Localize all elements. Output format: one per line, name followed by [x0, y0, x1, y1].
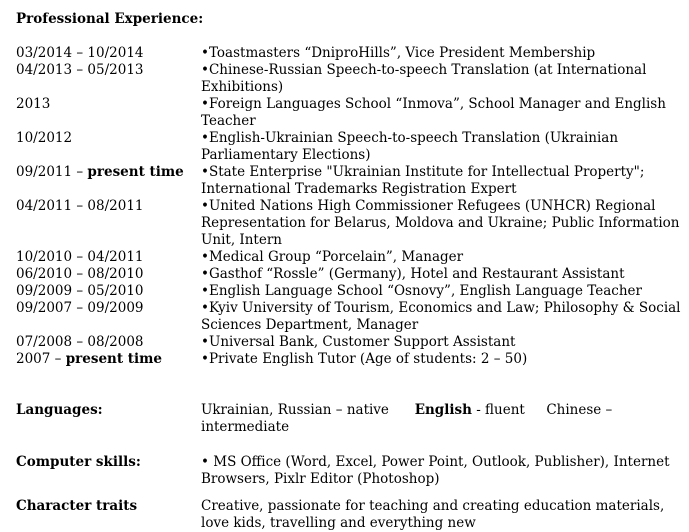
- spacer: [16, 488, 681, 498]
- spacer: [16, 28, 681, 45]
- entry-date: 06/2010 – 08/2010: [16, 266, 144, 282]
- languages-label: Languages:: [16, 402, 103, 418]
- experience-entry: [16, 334, 681, 351]
- entry-description: •Toastmasters “DniproHills”, Vice President Membership: [201, 45, 596, 61]
- chinese-language: Chinese – intermediate: [201, 402, 613, 435]
- english-language: English: [414, 402, 472, 418]
- experience-entry: [16, 266, 681, 283]
- experience-entry: [16, 351, 681, 368]
- experience-entry: [16, 300, 681, 334]
- entry-date: 10/2012: [16, 130, 73, 146]
- computer-skills-value: • MS Office (Word, Excel, Power Point, Outlook, Publisher), Internet Browsers, Pixlr Editor (Photoshop): [201, 454, 670, 487]
- entry-description: •English-Ukrainian Speech-to-speech Translation (Ukrainian Parliamentary Elections): [201, 130, 619, 163]
- entry-description: •Kyiv University of Tourism, Economics and Law; Philosophy & Social Sciences Department, Manager: [201, 300, 681, 333]
- entry-date: 2007 – present time: [16, 351, 163, 367]
- spacer: [16, 368, 681, 402]
- character-traits-label: Character traits: [16, 498, 138, 514]
- experience-entry: [16, 164, 681, 198]
- experience-entry: [16, 283, 681, 300]
- entry-date: 09/2007 – 09/2009: [16, 300, 144, 316]
- languages-row: [16, 402, 681, 436]
- entry-date: 2013: [16, 96, 51, 112]
- entry-date: 07/2008 – 08/2008: [16, 334, 144, 350]
- resume-page: [16, 11, 681, 532]
- experience-entry: [16, 249, 681, 266]
- entry-description: •United Nations High Commissioner Refugees (UNHCR) Regional Representation for Belarus, Moldova and Ukraine; Public Information Unit, Intern: [201, 198, 680, 248]
- experience-entry: [16, 130, 681, 164]
- experience-entry: [16, 198, 681, 249]
- entry-description: •Universal Bank, Customer Support Assistant: [201, 334, 516, 350]
- experience-list: [16, 45, 681, 368]
- entry-date: 03/2014 – 10/2014: [16, 45, 144, 61]
- entry-description: •Chinese-Russian Speech-to-speech Translation (at International Exhibitions): [201, 62, 647, 95]
- entry-description: •Foreign Languages School “Inmova”, School Manager and English Teacher: [201, 96, 666, 129]
- present-time-label: present time: [65, 351, 163, 367]
- entry-description: •State Enterprise "Ukrainian Institute for Intellectual Property"; International Trademarks Registration Expert: [201, 164, 645, 197]
- entry-description: •Medical Group “Porcelain”, Manager: [201, 249, 464, 265]
- languages-value: [201, 402, 681, 436]
- experience-entry: [16, 62, 681, 96]
- spacer: [16, 436, 681, 454]
- english-level: - fluent: [471, 402, 525, 418]
- experience-entry: [16, 45, 681, 62]
- experience-entry: [16, 96, 681, 130]
- entry-date: 10/2010 – 04/2011: [16, 249, 144, 265]
- entry-date: 09/2009 – 05/2010: [16, 283, 144, 299]
- entry-date: 04/2013 – 05/2013: [16, 62, 144, 78]
- entry-description: •English Language School “Osnovy”, English Language Teacher: [201, 283, 642, 299]
- character-traits-value: Creative, passionate for teaching and creating education materials, love kids, travelling and everything new: [201, 498, 665, 531]
- computer-skills-label: Computer skills:: [16, 454, 141, 470]
- entry-date: 04/2011 – 08/2011: [16, 198, 144, 214]
- entry-description: •Private English Tutor (Age of students: 2 – 50): [201, 351, 528, 367]
- computer-skills-row: [16, 454, 681, 488]
- experience-heading: Professional Experience:: [16, 11, 204, 27]
- native-languages: Ukrainian, Russian – native: [201, 402, 389, 418]
- present-time-label: present time: [87, 164, 184, 180]
- entry-description: •Gasthof “Rossle” (Germany), Hotel and Restaurant Assistant: [201, 266, 625, 282]
- entry-date: 09/2011 – present time: [16, 164, 184, 180]
- character-traits-row: [16, 498, 681, 532]
